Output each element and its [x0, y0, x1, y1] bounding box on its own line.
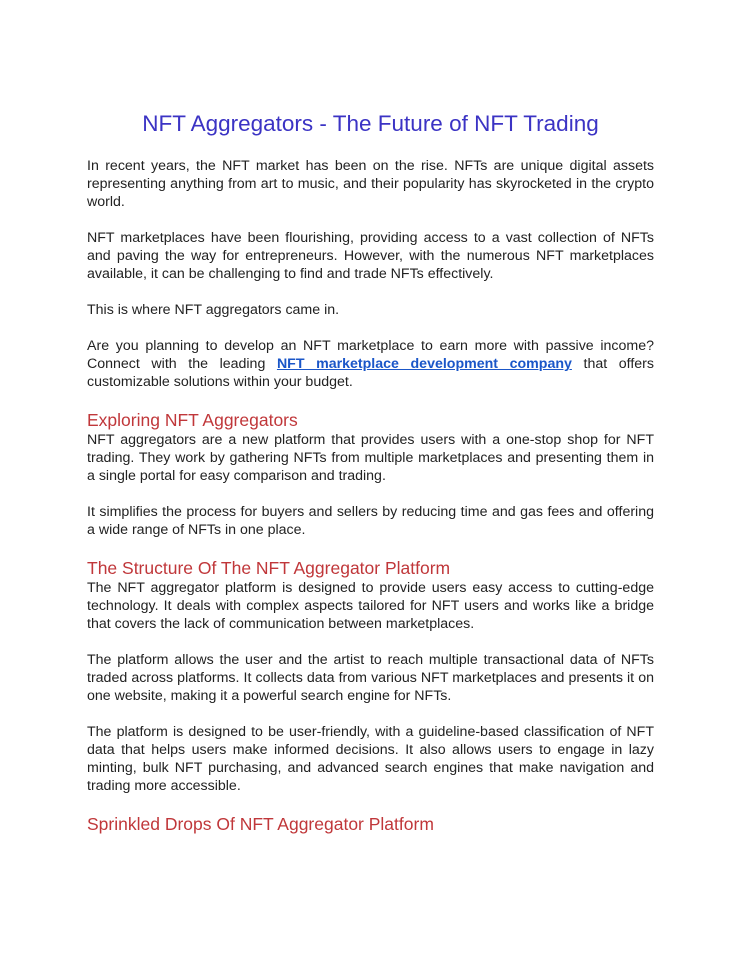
intro-paragraph-4-text-before: Are you planning to develop an NFT marketplace to earn more with passive income? Connect with the leading — [87, 338, 654, 372]
section-sprinkled — [87, 813, 654, 835]
section-heading-structure: The Structure Of The NFT Aggregator Platform — [87, 558, 451, 578]
section-structure — [87, 557, 654, 795]
exploring-paragraph-1: NFT aggregators are a new platform that provides users with a one-stop shop for NFT trading. They work by gathering NFTs from multiple marketplaces and presenting them in a single portal for easy comparison and trading. — [87, 432, 654, 484]
structure-paragraph-2: The platform allows the user and the artist to reach multiple transactional data of NFTs traded across platforms. It collects data from various NFT marketplaces and presents it on one website, making it a powerful search engine for NFTs. — [87, 652, 654, 704]
intro-paragraph-3: This is where NFT aggregators came in. — [87, 302, 340, 318]
section-heading-exploring: Exploring NFT Aggregators — [87, 410, 298, 430]
structure-paragraph-3: The platform is designed to be user-friendly, with a guideline-based classification of NFT data that helps users make informed decisions. It also allows users to engage in lazy minting, bulk NFT purchasing, and advanced search engines that make navigation and trading more accessible. — [87, 724, 654, 794]
section-exploring — [87, 409, 654, 539]
nft-marketplace-development-link[interactable]: NFT marketplace development company — [276, 356, 572, 372]
intro-paragraph-2: NFT marketplaces have been flourishing, providing access to a vast collection of NFTs and paving the way for entrepreneurs. However, with the numerous NFT marketplaces available, it can be challenging to find and trade NFTs effectively. — [87, 230, 654, 282]
intro-paragraph-1: In recent years, the NFT market has been on the rise. NFTs are unique digital assets representing anything from art to music, and their popularity has skyrocketed in the crypto world. — [87, 158, 654, 210]
structure-paragraph-1: The NFT aggregator platform is designed to provide users easy access to cutting-edge technology. It deals with complex aspects tailored for NFT users and works like a bridge that covers the lack of communication between marketplaces. — [87, 580, 654, 632]
section-heading-sprinkled: Sprinkled Drops Of NFT Aggregator Platform — [87, 814, 434, 834]
intro-paragraph-4-text-after: that offers customizable solutions within your budget. — [87, 356, 654, 390]
document-page — [87, 108, 654, 835]
page-title: NFT Aggregators - The Future of NFT Trading — [142, 111, 599, 136]
intro-paragraph-4 — [87, 337, 654, 391]
exploring-paragraph-2: It simplifies the process for buyers and sellers by reducing time and gas fees and offering a wide range of NFTs in one place. — [87, 504, 654, 538]
